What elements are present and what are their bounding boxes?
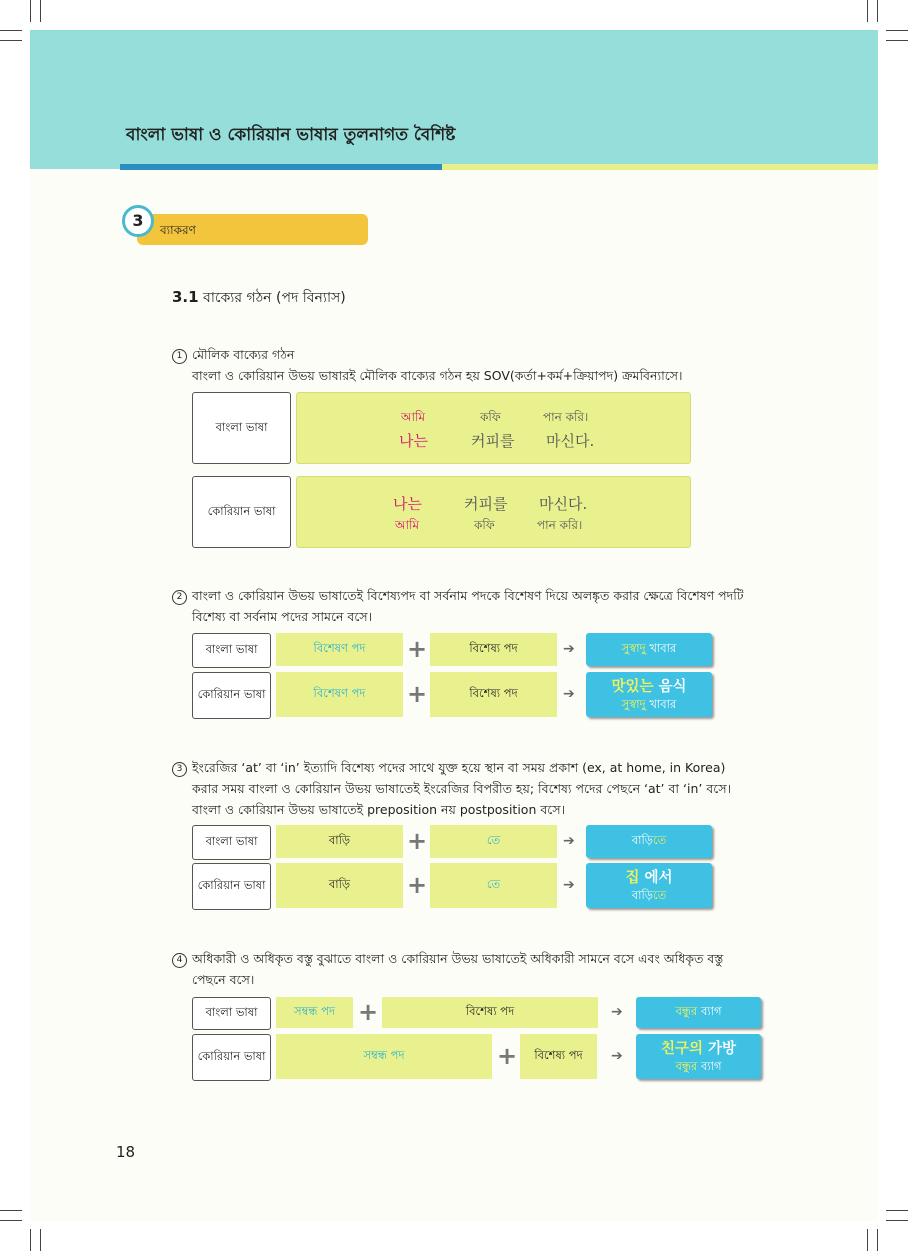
crop-mark [30, 1229, 31, 1251]
point-text: বাংলা ও কোরিয়ান উভয় ভাষাতেই বিশেষ্যপদ বা সর্বনাম পদকে বিশেষণ দিয়ে অলঙ্কৃত করার ক্ষেত্রে বিশেষণ পদটি [192, 588, 744, 603]
point-marker: 1 [172, 349, 187, 364]
point-text: ইংরেজির ‘at’ বা ‘in’ ইত্যাদি বিশেষ্য পদের সাথে যুক্ত হয়ে স্থান বা সময় প্রকাশ (ex, at home, in Korea) [192, 760, 726, 775]
ko-verb: 마신다. [539, 495, 588, 513]
result-box [636, 1034, 761, 1079]
crop-mark [886, 1210, 908, 1211]
adjective-cell: বিশেষণ পদ [276, 672, 403, 717]
crop-mark [0, 40, 22, 41]
point-text: অধিকারী ও অধিকৃত বস্তু বুঝাতে বাংলা ও কোরিয়ান উভয় ভাষাতেই অধিকারী সামনে বসে এবং অধিকৃত বস্তু [192, 951, 724, 966]
result-box [636, 997, 761, 1028]
arrow-right-icon: ➔ [611, 1048, 623, 1064]
section-label: ব্যাকরণ [160, 223, 196, 237]
bn-verb: পান করি। [543, 410, 589, 424]
subsection-heading [172, 286, 346, 310]
postposition-cell: তে [430, 863, 557, 908]
ko-verb: 마신다. [546, 432, 595, 450]
point-2-line-2: বিশেষ্য বা সর্বনাম পদের সামনে বসে। [192, 609, 373, 624]
noun-cell: বিশেষ্য পদ [520, 1034, 597, 1079]
crop-mark [877, 0, 878, 22]
ko-object: 커피를 [471, 432, 515, 450]
crop-mark [886, 40, 908, 41]
result-bn-noun: খাবার [649, 641, 677, 655]
point-3-line-1 [172, 757, 725, 778]
result-box [586, 825, 712, 858]
result-ko-noun: 집 [625, 869, 640, 886]
result-bn-noun: বাড়ি [631, 887, 653, 902]
result-bn-noun: ব্যাগ [700, 1004, 722, 1018]
arrow-right-icon: ➔ [611, 1004, 623, 1020]
header-rule-blue [120, 164, 442, 170]
bangla-language-label: বাংলা ভাষা [192, 392, 291, 464]
possessive-cell: সম্বন্ধ পদ [276, 1034, 492, 1079]
result-box [586, 633, 712, 666]
result-ko-adj: 맛있는 [611, 678, 654, 695]
noun-cell: বাড়ি [276, 825, 403, 858]
point-marker: 2 [172, 590, 187, 605]
crop-mark [0, 30, 22, 31]
result-box [586, 863, 712, 908]
header-rule-green [442, 164, 878, 170]
result-bn-post: তে [653, 887, 667, 902]
crop-mark [0, 1210, 22, 1211]
crop-mark [877, 1229, 878, 1251]
result-bn-possessive: বন্ধুর [675, 1004, 698, 1018]
korean-language-label: কোরিয়ান ভাষা [192, 476, 291, 548]
noun-cell: বিশেষ্য পদ [430, 633, 557, 666]
crop-mark [0, 1220, 22, 1221]
point-3-line-2: করার সময় বাংলা ও কোরিয়ান উভয় ভাষাতেই ইংরেজির বিপরীত হয়; বিশেষ্য পদের পেছনে ‘at’ বা ‘in’ বসে। [192, 781, 732, 796]
arrow-right-icon: ➔ [563, 833, 575, 849]
crop-mark [40, 1229, 41, 1251]
noun-cell: বাড়ি [276, 863, 403, 908]
bn-object: কফি [474, 518, 495, 532]
point-3-line-3: বাংলা ও কোরিয়ান উভয় ভাষাতেই preposition নয় postposition বসে। [192, 802, 566, 817]
result-bn-adj: সুস্বাদু [621, 696, 646, 711]
plus-icon: + [497, 1042, 518, 1070]
result-bn-post: তে [653, 833, 667, 847]
point-marker: 4 [172, 953, 187, 968]
plus-icon: + [407, 635, 428, 663]
plus-icon: + [407, 871, 428, 899]
plus-icon: + [407, 680, 428, 708]
crop-mark [886, 30, 908, 31]
bangla-language-label: বাংলা ভাষা [192, 997, 271, 1030]
result-ko-post: 에서 [644, 869, 673, 886]
ko-subject: 나는 [399, 432, 428, 450]
result-ko-noun: 음식 [658, 678, 687, 695]
arrow-right-icon: ➔ [563, 641, 575, 657]
korean-language-label: কোরিয়ান ভাষা [192, 672, 271, 719]
bn-verb: পান করি। [537, 518, 583, 532]
subsection-title: বাক্যের গঠন (পদ বিন্যাস) [203, 290, 346, 306]
crop-mark [867, 0, 868, 22]
result-box [586, 672, 712, 717]
korean-sentence-box [296, 476, 691, 548]
result-bn-noun: ব্যাগ [700, 1058, 722, 1073]
point-1-heading [172, 344, 294, 365]
subsection-number: 3.1 [172, 288, 199, 306]
point-1-text: বাংলা ও কোরিয়ান উভয় ভাষারই মৌলিক বাক্যের গঠন হয় SOV(কর্তা+কর্ম+ক্রিয়াপদ) ক্রমবিন্যাসে। [192, 368, 683, 383]
postposition-cell: তে [430, 825, 557, 858]
point-heading-text: মৌলিক বাক্যের গঠন [192, 347, 295, 362]
adjective-cell: বিশেষণ পদ [276, 633, 403, 666]
noun-cell: বিশেষ্য পদ [382, 997, 598, 1028]
crop-mark [40, 0, 41, 22]
crop-mark [30, 0, 31, 22]
bangla-sentence-box [296, 392, 691, 464]
result-ko-noun: 가방 [708, 1040, 737, 1057]
result-bn-noun: খাবার [649, 696, 677, 711]
plus-icon: + [407, 827, 428, 855]
page-title: বাংলা ভাষা ও কোরিয়ান ভাষার তুলনাগত বৈশিষ্ট [126, 125, 456, 145]
bn-object: কফি [480, 410, 501, 424]
result-bn-possessive: বন্ধুর [675, 1058, 698, 1073]
point-4-line-2: পেছনে বসে। [192, 972, 255, 987]
point-2-line-1 [172, 585, 744, 606]
result-bn-noun: বাড়ি [631, 833, 653, 847]
bangla-language-label: বাংলা ভাষা [192, 633, 271, 668]
plus-icon: + [358, 998, 379, 1026]
ko-subject: 나는 [393, 495, 422, 513]
arrow-right-icon: ➔ [563, 877, 575, 893]
bn-subject: আমি [395, 518, 420, 532]
possessive-cell: সম্বন্ধ পদ [276, 997, 353, 1028]
result-ko-possessive: 친구의 [660, 1040, 703, 1057]
point-4-line-1 [172, 948, 723, 969]
page-number: 18 [116, 1143, 136, 1161]
point-marker: 3 [172, 762, 187, 777]
crop-mark [886, 1220, 908, 1221]
arrow-right-icon: ➔ [563, 686, 575, 702]
section-number-badge: 3 [122, 205, 154, 237]
bangla-language-label: বাংলা ভাষা [192, 825, 271, 860]
ko-object: 커피를 [464, 495, 508, 513]
noun-cell: বিশেষ্য পদ [430, 672, 557, 717]
korean-language-label: কোরিয়ান ভাষা [192, 1034, 271, 1081]
bn-subject: আমি [401, 410, 426, 424]
result-bn-adj: সুস্বাদু [621, 641, 646, 655]
korean-language-label: কোরিয়ান ভাষা [192, 863, 271, 910]
crop-mark [867, 1229, 868, 1251]
